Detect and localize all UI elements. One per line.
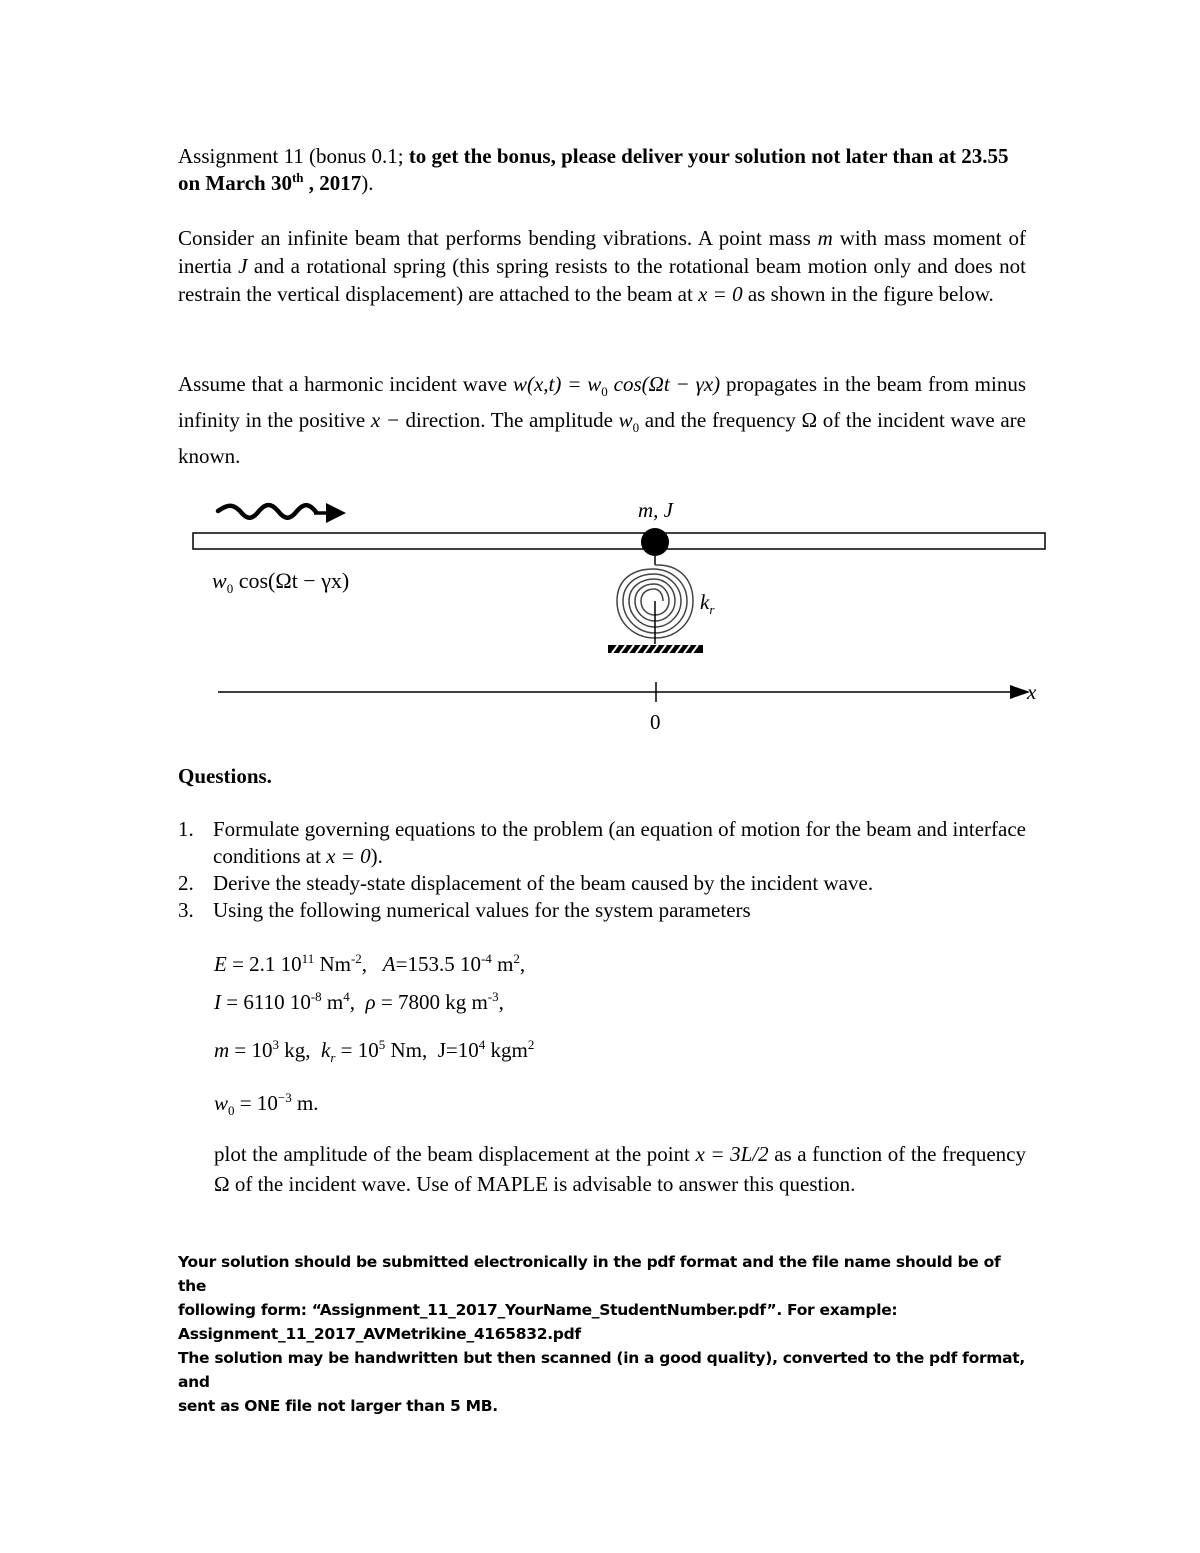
question-number: 2. [178, 871, 194, 895]
para1-text-2: with mass moment of inertia [178, 226, 1026, 278]
eq1-E-unit-exp: -2 [350, 951, 362, 966]
incident-wave-formula [512, 372, 721, 399]
eq1-A-exp: -4 [480, 951, 492, 966]
eq2-rho-value: = 7800 kg m [375, 990, 488, 1014]
questions-heading [178, 762, 1026, 790]
eq4-w-sub: 0 [228, 1103, 235, 1118]
question-number: 1. [178, 817, 194, 841]
questions-list [178, 816, 1026, 924]
incident-wave-description [178, 366, 1026, 474]
eq2-I-exp: -8 [310, 989, 322, 1004]
footer-line: following form: “Assignment_11_2017_YourName_StudentNumber.pdf”. For example: [178, 1301, 898, 1319]
eq1-A: A [382, 952, 396, 976]
parameter-eq-2 [214, 990, 504, 1015]
eq2-I-value: = 6110 10 [221, 990, 311, 1014]
eq1-end: , [519, 952, 526, 976]
eq3-m-value: = 10 [229, 1038, 273, 1062]
footer-line: Your solution should be submitted electronically in the pdf format and the file name should be of the [178, 1253, 1001, 1295]
eq3-J-exp: 4 [478, 1037, 486, 1052]
eq1-E-value: = 2.1 10 [226, 952, 302, 976]
eq2-rho: ρ [365, 990, 376, 1014]
parameter-eq-4 [214, 1091, 319, 1116]
amplitude-symbol [618, 408, 640, 435]
spring-label-sub: r [709, 602, 715, 617]
header-suffix: ). [361, 171, 374, 195]
eq4-w: w [214, 1091, 229, 1115]
eq3-m: m [214, 1038, 230, 1062]
wave-formula-cos: cos(Ωt − γx) [607, 372, 721, 396]
eq1-A-unit: m [491, 952, 514, 976]
para1-text-1: Consider an infinite beam that performs bending vibrations. A point mass [178, 226, 818, 250]
plot-text-3: of the incident wave. Use of MAPLE is advisable to answer this question. [229, 1172, 856, 1196]
eq3-k: k [321, 1038, 331, 1062]
plot-text-2: as a function of the frequency [768, 1142, 1026, 1166]
para1-text-4: as shown in the figure below. [742, 282, 994, 306]
list-item [178, 816, 1026, 870]
submission-instructions [178, 1250, 1028, 1418]
origin-label: 0 [650, 710, 661, 734]
eq1-A-unit-exp: 2 [513, 951, 520, 966]
eq3-J-unit: kgm [485, 1038, 528, 1062]
plot-instruction [214, 1139, 1026, 1199]
eq1-E: E [214, 952, 227, 976]
problem-description [178, 224, 1026, 308]
question-text: Derive the steady-state displacement of the beam caused by the incident wave. [213, 871, 874, 895]
beam [193, 533, 1045, 549]
para2-x-direction: x − [370, 408, 400, 432]
list-item [178, 870, 1026, 897]
eq2-rho-exp: -3 [487, 989, 499, 1004]
axis-label: x [1027, 680, 1037, 704]
eq2-I: I [214, 990, 221, 1014]
header-deadline-year: , 2017 [303, 171, 362, 195]
eq3-k-sub: r [330, 1050, 336, 1065]
wave-formula-sub: 0 [601, 384, 608, 399]
parameter-eq-1 [214, 952, 525, 977]
eq2-I-unit-exp: 4 [343, 989, 350, 1004]
wave-formula-lhs: w(x,t) = w [512, 372, 602, 396]
list-item [178, 897, 1026, 924]
eq3-k-unit: Nm, J=10 [385, 1038, 479, 1062]
amplitude-w: w [618, 408, 633, 432]
amplitude-sub: 0 [632, 420, 640, 435]
wave-label-w: w [212, 568, 227, 593]
para1-inertia-symbol: J [238, 254, 248, 278]
question-1-text: Formulate governing equations to the problem (an equation of motion for the beam and interface conditions at [213, 817, 1026, 868]
question-number: 3. [178, 898, 194, 922]
eq3-m-unit: kg, [279, 1038, 322, 1062]
para2-text-5: of the incident wave are known. [178, 408, 1026, 468]
eq2-I-unit: m [321, 990, 344, 1014]
eq4-w-unit: m. [291, 1091, 319, 1115]
eq3-k-value: = 10 [335, 1038, 379, 1062]
para2-text-4: and the frequency [639, 408, 802, 432]
wave-label-rest: cos(Ωt − γx) [233, 568, 350, 593]
footer-line: Assignment_11_2017_AVMetrikine_4165832.pdf [178, 1325, 581, 1343]
para1-text-3: and a rotational spring (this spring resists to the rotational beam motion only and does not restrain the vertical displacement) are attached to the beam at [178, 254, 1027, 306]
plot-point-math: x = 3L/2 [695, 1142, 769, 1166]
eq4-w-value: = 10 [234, 1091, 278, 1115]
para1-mass-symbol: m [817, 226, 833, 250]
eq1-E-exp: 11 [301, 951, 315, 966]
question-text [213, 816, 1026, 870]
wave-label-sub: 0 [226, 581, 234, 596]
frequency-symbol: Ω [801, 408, 818, 432]
para2-text-1: Assume that a harmonic incident wave [178, 372, 513, 396]
assignment-header [178, 143, 1026, 197]
beam-figure [0, 480, 1200, 740]
footer-line: sent as ONE file not larger than 5 MB. [178, 1397, 498, 1415]
wave-label [212, 568, 349, 596]
eq1-A-value: =153.5 10 [395, 952, 481, 976]
para2-text-2: propagates in the beam from minus infinity in the positive [178, 372, 1027, 432]
footer-line: The solution may be handwritten but then scanned (in a good quality), converted to the pdf format, and [178, 1349, 1026, 1391]
questions-heading-text: Questions. [178, 764, 272, 788]
question-text: Using the following numerical values for the system parameters [213, 898, 751, 922]
header-deadline-text: to get the bonus, please deliver your solution not later than at 23.55 on March 30 [178, 144, 1009, 195]
parameter-eq-3 [214, 1038, 534, 1063]
incident-wave-arrow-icon [218, 503, 346, 523]
plot-omega: Ω [214, 1172, 230, 1196]
spring-label [700, 590, 715, 617]
eq2-sep: , [349, 990, 366, 1014]
eq3-m-exp: 3 [272, 1037, 280, 1052]
header-deadline-sup: th [291, 170, 304, 185]
ground-support [608, 645, 703, 653]
eq3-k-exp: 5 [378, 1037, 386, 1052]
mass-label: m, J [638, 498, 673, 522]
plot-text-1: plot the amplitude of the beam displacement at the point [214, 1142, 696, 1166]
eq1-sep: , [361, 952, 383, 976]
question-1-end: ). [370, 844, 383, 868]
eq2-end: , [498, 990, 504, 1014]
header-prefix: Assignment 11 (bonus 0.1; [178, 144, 409, 168]
eq1-E-unit: Nm [314, 952, 351, 976]
eq4-w-exp: −3 [277, 1090, 292, 1105]
x-axis [218, 682, 1030, 702]
para1-x0: x = 0 [698, 282, 743, 306]
rotational-spring-icon [617, 556, 693, 644]
point-mass [641, 528, 669, 556]
spring-label-k: k [700, 590, 710, 614]
question-1-math: x = 0 [326, 844, 371, 868]
para2-text-3: direction. The amplitude [399, 408, 619, 432]
eq3-J-unit-exp: 2 [527, 1037, 535, 1052]
